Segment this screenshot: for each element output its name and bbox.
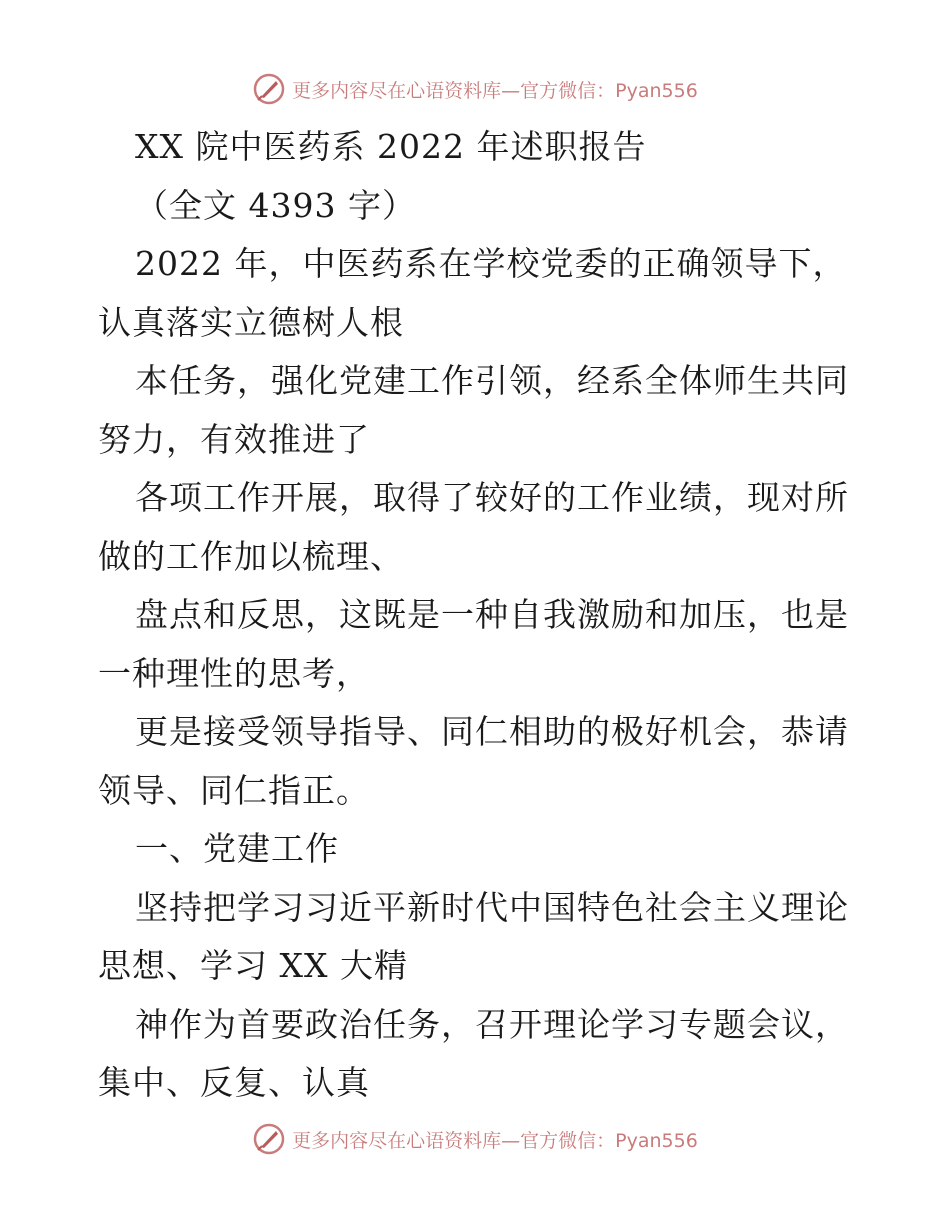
paragraph-line: 思想、学习 XX 大精 bbox=[98, 946, 408, 985]
paragraph-line: 努力，有效推进了 bbox=[98, 419, 370, 459]
paragraph-line: 认真落实立德树人根 bbox=[98, 302, 404, 342]
paragraph-line: 盘点和反思，这既是一种自我激励和加压，也是 bbox=[135, 595, 849, 634]
document-body bbox=[98, 118, 858, 1113]
feather-logo-icon bbox=[252, 72, 286, 106]
paragraph-line: 各项工作开展，取得了较好的工作业绩，现对所 bbox=[135, 478, 849, 517]
feather-logo-icon bbox=[252, 1122, 286, 1156]
watermark-header bbox=[0, 72, 950, 106]
section-heading: 一、党建工作 bbox=[135, 829, 339, 868]
paragraph-line: 领导、同仁指正。 bbox=[98, 770, 370, 810]
paragraph-line: 做的工作加以梳理、 bbox=[98, 536, 404, 576]
watermark-text: 更多内容尽在心语资料库—官方微信：Pyan556 bbox=[292, 79, 698, 102]
paragraph-line: 一种理性的思考， bbox=[98, 653, 370, 693]
document-title: XX 院中医药系 2022 年述职报告 bbox=[135, 127, 647, 166]
paragraph-line: 坚持把学习习近平新时代中国特色社会主义理论 bbox=[135, 887, 849, 927]
paragraph-line: 本任务，强化党建工作引领，经系全体师生共同 bbox=[135, 361, 849, 400]
watermark-text: 更多内容尽在心语资料库—官方微信：Pyan556 bbox=[292, 1129, 698, 1152]
paragraph-line: 集中、反复、认真 bbox=[98, 1063, 370, 1102]
paragraph-line: 2022 年，中医药系在学校党委的正确领导下， bbox=[135, 244, 847, 283]
word-count: （全文 4393 字） bbox=[135, 185, 416, 225]
watermark-footer bbox=[0, 1122, 950, 1156]
paragraph-line: 更是接受领导指导、同仁相助的极好机会，恭请 bbox=[135, 712, 849, 751]
paragraph-line: 神作为首要政治任务，召开理论学习专题会议， bbox=[135, 1004, 849, 1044]
